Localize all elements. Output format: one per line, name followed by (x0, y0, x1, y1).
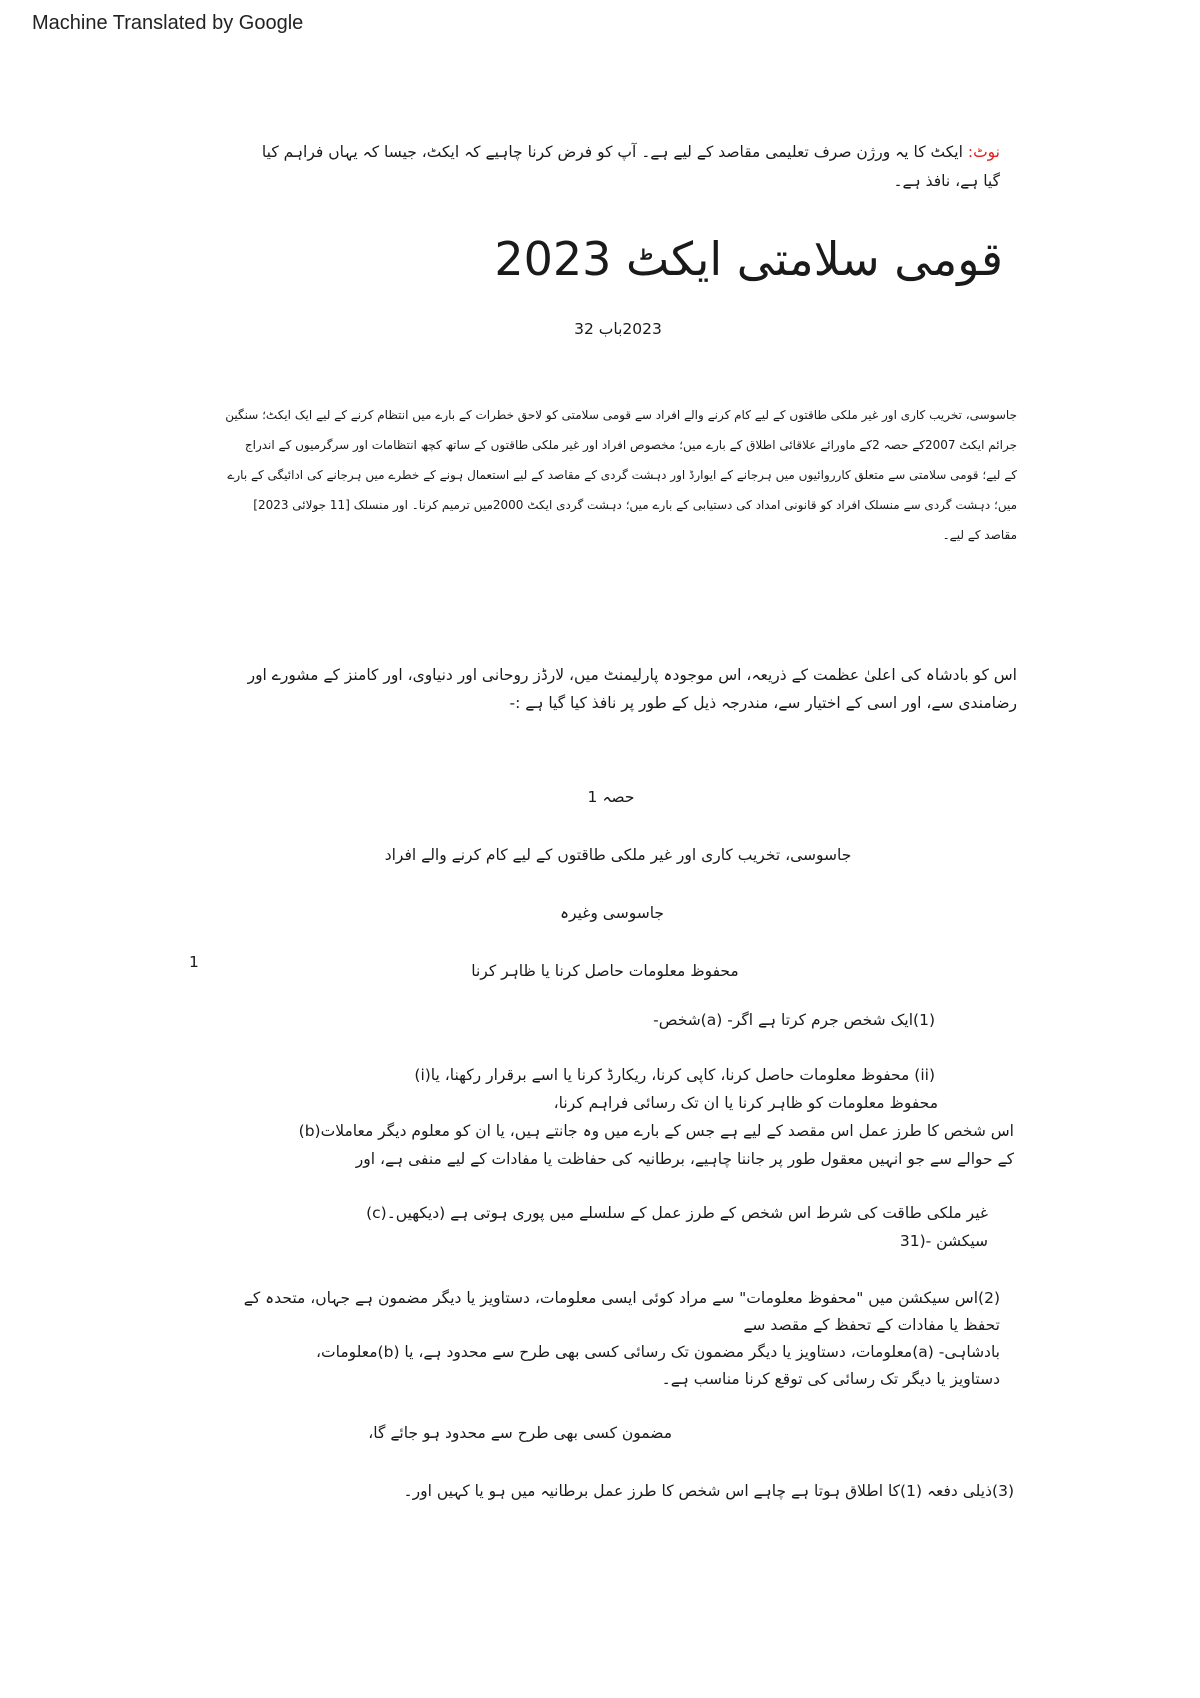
subsection-2-line: (2)اس سیکشن میں "محفوظ معلومات" سے مراد کوئی ایسی معلومات، دستاویز یا دیگر مضمون ہے جہاں، متحدہ کے (243, 1289, 1000, 1307)
long-title-line: جرائم ایکٹ 2007کے حصہ 2کے ماورائے علاقائی اطلاق کے بارے میں؛ مخصوص افراد اور غیر ملکی طاقتوں کے ساتھ کچھ انتظامات اور سرگرمیوں کے اندراج (244, 438, 1017, 452)
note-line-1 (262, 143, 1000, 161)
subsection-1: (1)ایک شخص جرم کرتا ہے اگر- (a)شخص- (653, 1011, 935, 1029)
crossheading: جاسوسی وغیرہ (559, 904, 665, 922)
long-title-line: مقاصد کے لیے۔ (942, 528, 1017, 542)
long-title-line: کے لیے؛ قومی سلامتی سے متعلق کارروائیوں میں ہرجانے کے ایوارڈ اور دہشت گردی کے مقاصد کے لیے استعمال ہونے کے خطرے میں ہرجانے کی ادائیگی کے بارے (227, 468, 1017, 482)
long-title-line: میں؛ دہشت گردی سے منسلک افراد کو قانونی امداد کی دستیابی کے بارے میں؛ دہشت گردی ایکٹ 2000میں ترمیم کرنا۔ اور منسلک [11 جولائی 2023] (253, 498, 1017, 512)
note-text: ایکٹ کا یہ ورژن صرف تعلیمی مقاصد کے لیے ہے۔ آپ کو فرض کرنا چاہیے کہ ایکٹ، جیسا کہ یہاں فراہم کیا (261, 143, 963, 161)
paragraph-c-line: (c)غیر ملکی طاقت کی شرط اس شخص کے طرز عمل کے سلسلے میں پوری ہوتی ہے (دیکھیں۔ (366, 1204, 988, 1222)
machine-translated-watermark: Machine Translated by Google (32, 12, 304, 34)
paragraph-i-line-2: محفوظ معلومات کو ظاہر کرنا یا ان تک رسائی فراہم کرنا، (553, 1094, 938, 1112)
part-heading: جاسوسی، تخریب کاری اور غیر ملکی طاقتوں کے لیے کام کرنے والے افراد (384, 846, 852, 864)
paragraph-c-line: سیکشن -(31 (899, 1232, 988, 1250)
enacting-line: رضامندی سے، اور اسی کے اختیار سے، مندرجہ ذیل کے طور پر نافذ کیا گیا ہے :- (509, 694, 1017, 712)
paragraph-b-line: کے حوالے سے جو انہیں معقول طور پر جاننا چاہیے، برطانیہ کی حفاظت یا مفادات کے لیے منفی ہے، اور (355, 1150, 1014, 1168)
subsection-3: (3)ذیلی دفعہ (1)کا اطلاق ہوتا ہے چاہے اس شخص کا طرز عمل برطانیہ میں ہو یا کہیں اور۔ (403, 1482, 1014, 1500)
subsection-2-line: دستاویز یا دیگر تک رسائی کی توقع کرنا مناسب ہے۔ (661, 1370, 1000, 1388)
long-title-line: جاسوسی، تخریب کاری اور غیر ملکی طاقتوں کے لیے کام کرنے والے افراد سے قومی سلامتی کو لاحق خطرات کے بارے میں انتظام کرنے کے لیے ایک ایکٹ؛ سنگین (225, 408, 1017, 422)
enacting-line: اس کو بادشاہ کی اعلیٰ عظمت کے ذریعہ، اس موجودہ پارلیمنٹ میں، لارڈز روحانی اور دنیاوی، اور کامنز کے مشورے اور (247, 666, 1017, 684)
paragraph-i-line-1: (i)محفوظ معلومات حاصل کرنا، کاپی کرنا، ریکارڈ کرنا یا اسے برقرار رکھنا، یا (ii) (414, 1066, 935, 1084)
note-label: نوٹ: (967, 143, 1000, 161)
section-heading: محفوظ معلومات حاصل کرنا یا ظاہر کرنا (471, 962, 739, 980)
section-number: 1 (189, 953, 199, 971)
note-line-2: گیا ہے، نافذ ہے۔ (893, 172, 1000, 190)
subsection-2-line: تحفظ یا مفادات کے تحفظ کے مقصد سے (743, 1316, 1000, 1334)
paragraph-b-line: (b)اس شخص کا طرز عمل اس مقصد کے لیے ہے جس کے بارے میں وہ جانتے ہیں، یا ان کو معلوم دیگر معاملات (298, 1122, 1014, 1140)
subject-restricted-line: مضمون کسی بھی طرح سے محدود ہو جائے گا، (368, 1424, 672, 1442)
act-title: قومی سلامتی ایکٹ 2023 (494, 232, 1003, 286)
part-number: حصہ 1 (587, 788, 635, 806)
subsection-2-line: بادشاہی- (a)معلومات، دستاویز یا دیگر مضمون تک رسائی کسی بھی طرح سے محدود ہے، یا (b)معلومات، (316, 1343, 1000, 1361)
chapter-number: 2023باب 32 (574, 320, 662, 338)
